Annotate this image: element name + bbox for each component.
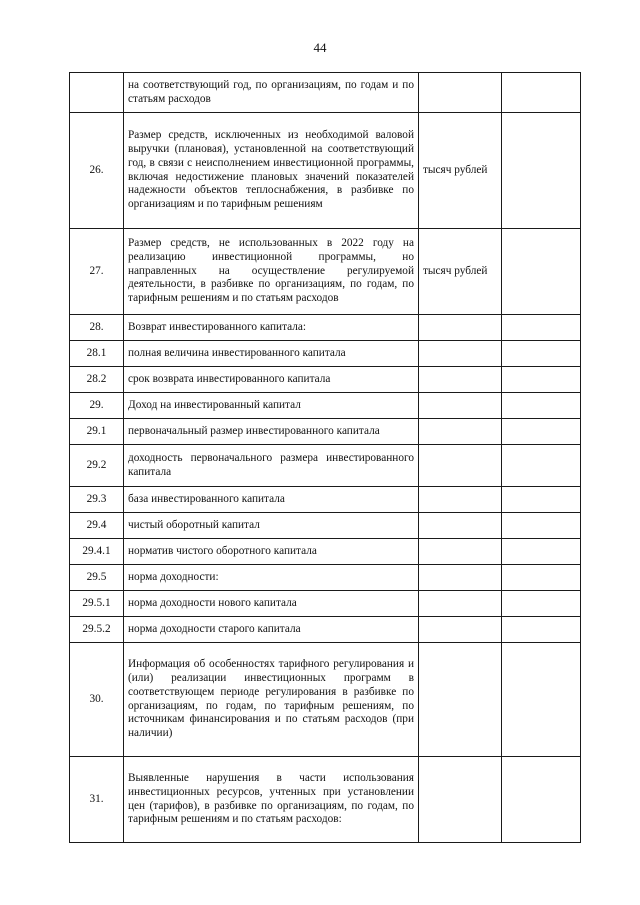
row-description: первоначальный размер инвестированного капитала	[124, 419, 419, 445]
row-description: Информация об особенностях тарифного регулирования и (или) реализации инвестиционных программ в соответствующем периоде регулирования в разбивке по организациям, по годам, по тарифным решениям, по источникам финансирования и по статьям расходов (при наличии)	[124, 643, 419, 757]
row-unit	[419, 487, 502, 513]
row-value-cell	[502, 591, 581, 617]
row-unit	[419, 341, 502, 367]
row-unit	[419, 591, 502, 617]
row-unit	[419, 565, 502, 591]
row-number: 29.1	[70, 419, 124, 445]
table-row	[70, 419, 581, 445]
row-number: 29.5.2	[70, 617, 124, 643]
table-row	[70, 487, 581, 513]
row-number: 29.2	[70, 445, 124, 487]
row-value-cell	[502, 393, 581, 419]
table-row	[70, 539, 581, 565]
row-description: Возврат инвестированного капитала:	[124, 315, 419, 341]
row-description: норматив чистого оборотного капитала	[124, 539, 419, 565]
row-value-cell	[502, 539, 581, 565]
row-description: доходность первоначального размера инвестированного капитала	[124, 445, 419, 487]
page-number: 44	[313, 40, 327, 55]
table-row	[70, 445, 581, 487]
row-description: на соответствующий год, по организациям, по годам и по статьям расходов	[124, 73, 419, 113]
row-value-cell	[502, 565, 581, 591]
row-value-cell	[502, 757, 581, 843]
row-number: 29.	[70, 393, 124, 419]
row-value-cell	[502, 617, 581, 643]
table-row	[70, 757, 581, 843]
table-row	[70, 513, 581, 539]
row-unit	[419, 73, 502, 113]
row-value-cell	[502, 513, 581, 539]
row-unit	[419, 617, 502, 643]
row-value-cell	[502, 419, 581, 445]
row-description: Размер средств, не использованных в 2022 году на реализацию инвестиционной программы, но направленных на осуществление регулируемой деятельности, в разбивке по организациям, по годам, по тарифным решениям и по статьям расходов	[124, 229, 419, 315]
row-unit	[419, 419, 502, 445]
table-row	[70, 73, 581, 113]
row-description: чистый оборотный капитал	[124, 513, 419, 539]
table-row	[70, 591, 581, 617]
indicators-table	[69, 72, 581, 843]
table-row	[70, 315, 581, 341]
row-description: Выявленные нарушения в части использования инвестиционных ресурсов, учтенных при установлении цен (тарифов), в разбивке по организациям, по годам, по тарифным решениям и по статьям расходов:	[124, 757, 419, 843]
row-description: норма доходности:	[124, 565, 419, 591]
row-description: Размер средств, исключенных из необходимой валовой выручки (плановая), установленной на соответствующий год, в связи с неисполнением инвестиционной программы, включая недостижение плановых значений показателей надежности объектов теплоснабжения, в разбивке по организациям и по тарифным решениям	[124, 113, 419, 229]
table-row	[70, 617, 581, 643]
row-number: 28.2	[70, 367, 124, 393]
row-number: 29.5.1	[70, 591, 124, 617]
row-unit	[419, 367, 502, 393]
row-value-cell	[502, 315, 581, 341]
row-number: 29.3	[70, 487, 124, 513]
table-row	[70, 643, 581, 757]
row-description: норма доходности нового капитала	[124, 591, 419, 617]
row-value-cell	[502, 487, 581, 513]
row-number: 30.	[70, 643, 124, 757]
row-number: 29.4.1	[70, 539, 124, 565]
table-row	[70, 341, 581, 367]
table-row	[70, 565, 581, 591]
row-description: база инвестированного капитала	[124, 487, 419, 513]
row-number: 29.5	[70, 565, 124, 591]
row-unit	[419, 643, 502, 757]
row-description: Доход на инвестированный капитал	[124, 393, 419, 419]
row-number: 28.	[70, 315, 124, 341]
row-number: 26.	[70, 113, 124, 229]
row-unit: тысяч рублей	[419, 229, 502, 315]
row-value-cell	[502, 341, 581, 367]
row-number: 27.	[70, 229, 124, 315]
row-unit	[419, 445, 502, 487]
row-value-cell	[502, 367, 581, 393]
row-value-cell	[502, 73, 581, 113]
table-row	[70, 367, 581, 393]
table-row	[70, 229, 581, 315]
table-row	[70, 393, 581, 419]
row-value-cell	[502, 229, 581, 315]
row-unit	[419, 539, 502, 565]
row-value-cell	[502, 113, 581, 229]
row-description: полная величина инвестированного капитала	[124, 341, 419, 367]
row-number	[70, 73, 124, 113]
row-unit	[419, 393, 502, 419]
row-description: срок возврата инвестированного капитала	[124, 367, 419, 393]
table-row	[70, 113, 581, 229]
row-number: 29.4	[70, 513, 124, 539]
row-value-cell	[502, 445, 581, 487]
row-unit	[419, 513, 502, 539]
row-number: 31.	[70, 757, 124, 843]
row-description: норма доходности старого капитала	[124, 617, 419, 643]
row-unit: тысяч рублей	[419, 113, 502, 229]
row-number: 28.1	[70, 341, 124, 367]
row-unit	[419, 315, 502, 341]
row-value-cell	[502, 643, 581, 757]
row-unit	[419, 757, 502, 843]
